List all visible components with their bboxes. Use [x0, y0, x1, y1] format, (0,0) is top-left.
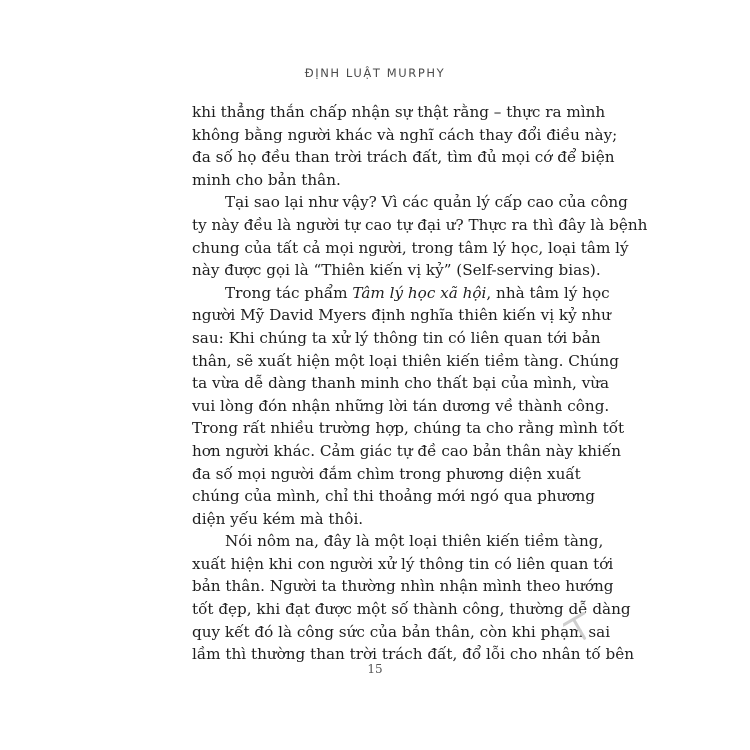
text-line: Tại sao lại như vậy? Vì các quản lý cấp cao của công — [225, 193, 628, 212]
paragraph-4 — [192, 530, 635, 666]
text-line: Nói nôm na, đây là một loại thiên kiến tiềm tàng, — [225, 532, 604, 551]
text-line: quy kết đó là công sức của bản thân, còn khi phạm sai — [192, 622, 611, 641]
text-line: xuất hiện khi con người xử lý thông tin có liên quan tới — [192, 554, 614, 573]
text-line: hơn người khác. Cảm giác tự đề cao bản thân này khiến — [192, 441, 622, 460]
text-line: không bằng người khác và nghĩ cách thay đổi điều này; — [192, 125, 618, 144]
paragraph-3 — [192, 282, 625, 531]
body-text — [192, 101, 648, 666]
page-number: 15 — [367, 662, 383, 676]
book-title-italic: Tâm lý học xã hội — [352, 283, 487, 302]
text-line: thân, sẽ xuất hiện một loại thiên kiến tiềm tàng. Chúng — [192, 351, 619, 370]
paragraph-1 — [192, 101, 618, 191]
text-line: ty này đều là người tự cao tự đại ư? Thực ra thì đây là bệnh — [192, 215, 648, 234]
text-line: diện yếu kém mà thôi. — [192, 509, 364, 528]
text-line: sau: Khi chúng ta xử lý thông tin có liên quan tới bản — [192, 328, 601, 347]
paragraph-2 — [192, 191, 648, 281]
text-line: ta vừa dễ dàng thanh minh cho thất bại của mình, vừa — [192, 374, 610, 393]
text-line: minh cho bản thân. — [192, 170, 341, 189]
text-line: đa số họ đều than trời trách đất, tìm đủ mọi cớ để biện — [192, 148, 615, 167]
text-line: khi thẳng thắn chấp nhận sự thật rằng – thực ra mình — [192, 103, 606, 121]
text-fragment: , nhà tâm lý học — [486, 283, 610, 302]
text-line: vui lòng đón nhận những lời tán dương về thành công. — [192, 396, 610, 415]
text-line: chung của tất cả mọi người, trong tâm lý học, loại tâm lý — [192, 238, 629, 257]
text-line: này được gọi là “Thiên kiến vị kỷ” (Self-serving bias). — [192, 261, 601, 280]
text-line: đa số mọi người đắm chìm trong phương diện xuất — [192, 464, 581, 483]
text-line: người Mỹ David Myers định nghĩa thiên kiến vị kỷ như — [192, 306, 611, 325]
running-head: ĐỊNH LUẬT MURPHY — [304, 66, 446, 80]
text-line: Trong rất nhiều trường hợp, chúng ta cho rằng mình tốt — [192, 419, 625, 438]
text-line: lầm thì thường than trời trách đất, đổ lỗi cho nhân tố bên — [192, 645, 635, 664]
text-line — [192, 282, 610, 305]
text-line: chúng của mình, chỉ thi thoảng mới ngó qua phương — [192, 487, 596, 506]
text-fragment: Trong tác phẩm — [225, 283, 353, 302]
text-line: tốt đẹp, khi đạt được một số thành công, thường dễ dàng — [192, 600, 631, 619]
text-line: bản thân. Người ta thường nhìn nhận mình theo hướng — [192, 577, 614, 596]
